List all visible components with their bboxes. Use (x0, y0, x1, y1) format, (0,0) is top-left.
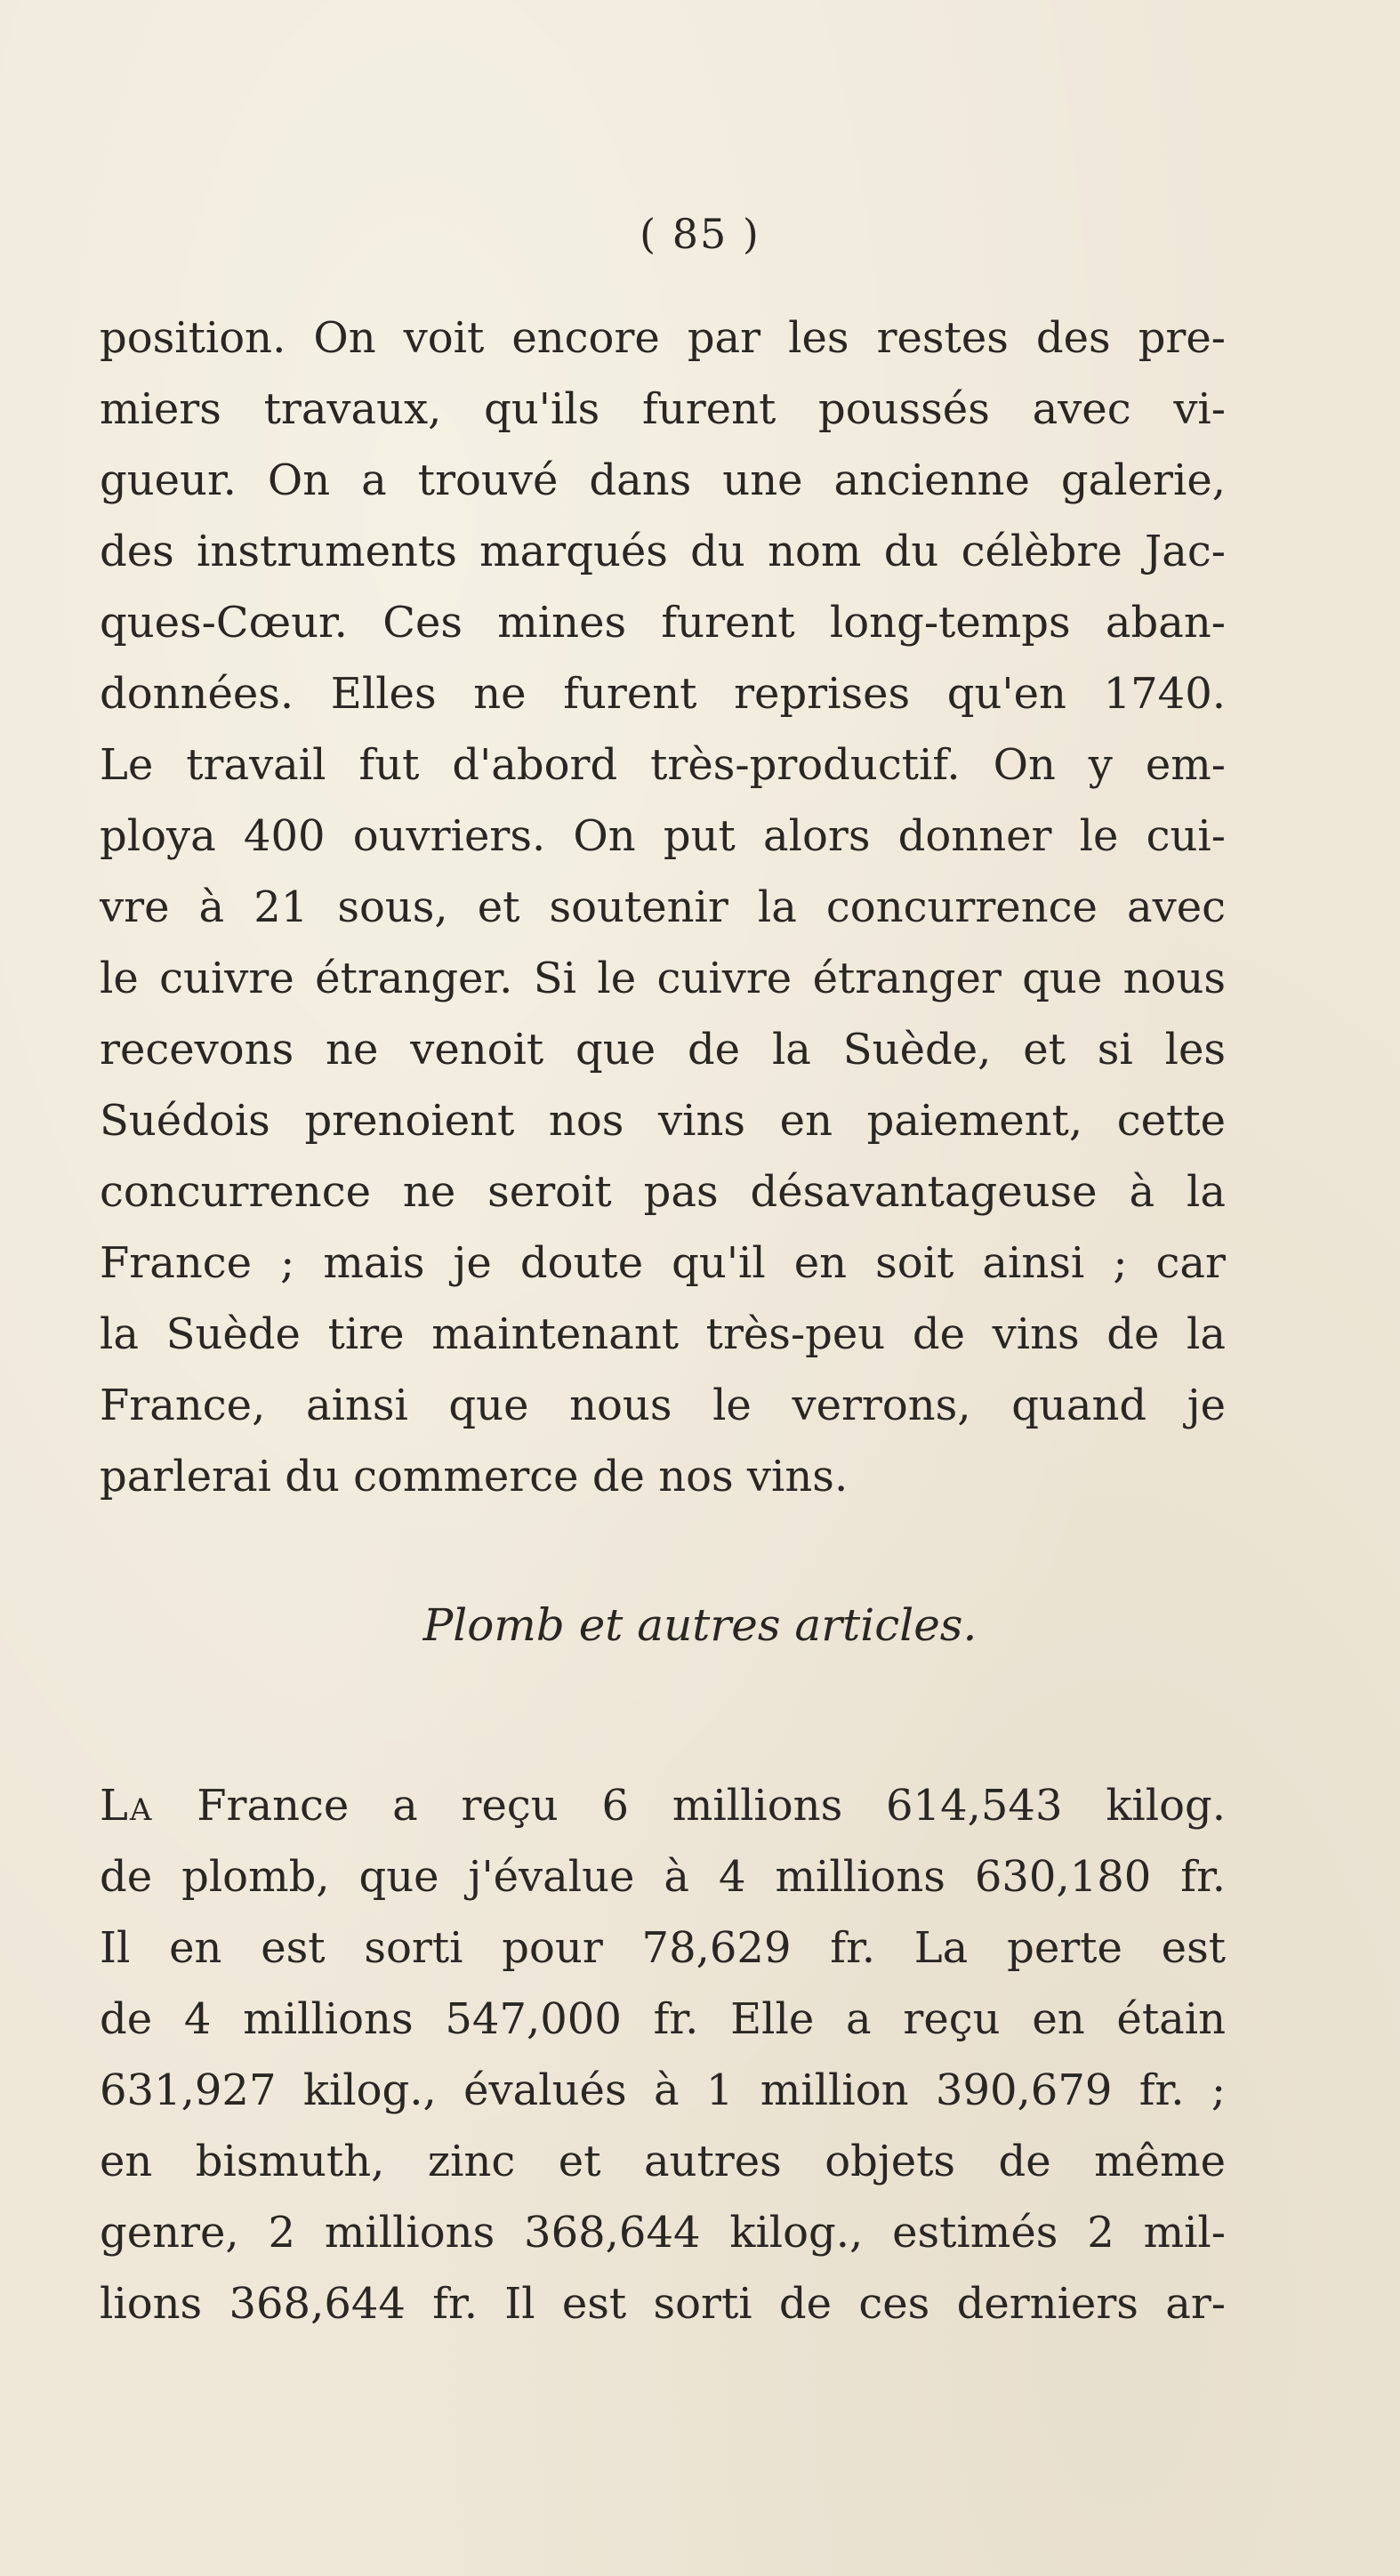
text-line: Suédois prenoient nos vins en paiement, cette (100, 1096, 1226, 1146)
text-line: position. On voit encore par les restes des pre- (100, 313, 1226, 363)
text-line: le cuivre étranger. Si le cuivre étranger que nous (100, 954, 1226, 1003)
text-line: lions 368,644 fr. Il est sorti de ces derniers ar- (100, 2279, 1226, 2329)
text-line: de 4 millions 547,000 fr. Elle a reçu en étain (100, 1994, 1226, 2044)
text-line: France ; mais je doute qu'il en soit ainsi ; car (100, 1238, 1226, 1288)
text-line-first (100, 1770, 1226, 1841)
text-line: Le travail fut d'abord très-productif. On y em- (100, 740, 1226, 790)
text-line: parlerai du commerce de nos vins. (100, 1452, 849, 1501)
text-line: Il en est sorti pour 78,629 fr. La perte est (100, 1923, 1226, 1973)
text-line: France, ainsi que nous le verrons, quand je (100, 1381, 1226, 1430)
text-line: la Suède tire maintenant très-peu de vins de la (100, 1309, 1226, 1359)
first-line-rest: France a reçu 6 millions 614,543 kilog. (153, 1781, 1226, 1831)
lead-word: La (100, 1781, 154, 1831)
section-heading: Plomb et autres articles. (422, 1599, 978, 1651)
text-line: miers travaux, qu'ils furent poussés avec vi- (100, 384, 1226, 434)
text-line: concurrence ne seroit pas désavantageuse à la (100, 1167, 1226, 1217)
text-line: de plomb, que j'évalue à 4 millions 630,180 fr. (100, 1852, 1226, 1902)
text-line: en bismuth, zinc et autres objets de même (100, 2137, 1226, 2186)
text-line: des instruments marqués du nom du célèbre Jac- (100, 527, 1226, 576)
paragraph-copper-mines (100, 302, 1226, 1512)
text-line: ques-Cœur. Ces mines furent long-temps aban- (100, 598, 1226, 648)
text-line: ploya 400 ouvriers. On put alors donner le cui- (100, 811, 1226, 861)
text-line: données. Elles ne furent reprises qu'en 1740. (100, 669, 1226, 719)
text-line: vre à 21 sous, et soutenir la concurrence avec (100, 882, 1226, 932)
page-number: ( 85 ) (640, 210, 760, 258)
text-line: recevons ne venoit que de la Suède, et si les (100, 1025, 1226, 1075)
text-line: 631,927 kilog., évalués à 1 million 390,679 fr. ; (100, 2065, 1226, 2115)
text-line: genre, 2 millions 368,644 kilog., estimés 2 mil- (100, 2208, 1226, 2258)
paragraph-lead-and-other-articles (100, 1770, 1226, 2339)
text-line: gueur. On a trouvé dans une ancienne galerie, (100, 455, 1226, 505)
